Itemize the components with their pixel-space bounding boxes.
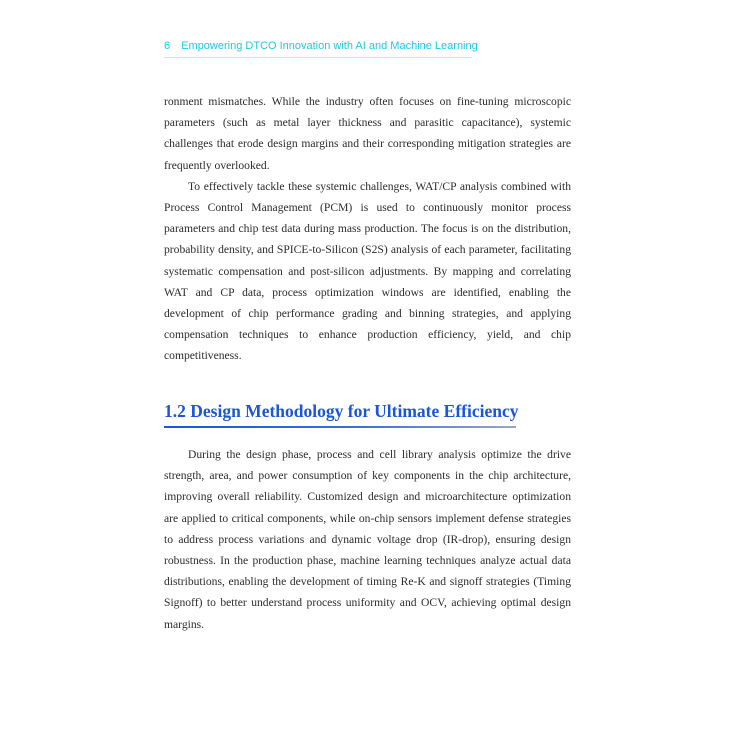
section-heading: 1.2 Design Methodology for Ultimate Efficiency [164,401,519,421]
paragraph-wat-cp-analysis: To effectively tackle these systemic challenges, WAT/CP analysis combined with Process Control Management (PCM) is used to continuously monitor process parameters and chip test data during mass production. The focus is on the distribution, probability density, and SPICE-to-Silicon (S2S) analysis of each parameter, facilitating systematic compensation and post-silicon adjustments. By mapping and correlating WAT and CP data, process optimization windows are identified, enabling the development of chip performance grading and binning strategies, and applying compensation techniques to enhance production efficiency, yield, and chip competitiveness. [164,179,571,363]
header-rule [164,57,472,58]
paragraph-continued: ronment mismatches. While the industry often focuses on fine-tuning microscopic parameters (such as metal layer thickness and parasitic capacitance), systemic challenges that erode design margins and their corresponding mitigation strategies are frequently overlooked. [164,95,571,172]
paragraph-design-phase: During the design phase, process and cell library analysis optimize the drive strength, area, and power consumption of key components in the chip architecture, improving overall reliability. Customized design and microarchitecture optimization are applied to critical components, while on-chip sensors implement defense strategies to address process variations and dynamic voltage drop (IR-drop), ensuring design robustness. In the production phase, machine learning techniques analyze actual data distributions, enabling the development of timing Re-K and signoff strategies (Timing Signoff) to better understand process uniformity and OCV, achieving optimal design margins. [164,448,571,631]
body-text-block [164,91,571,367]
section-heading-rule [164,426,516,428]
running-title: Empowering DTCO Innovation with AI and Machine Learning [181,40,478,52]
section-body-text [164,444,571,635]
page-number: 6 [164,40,171,52]
running-header [164,40,478,52]
